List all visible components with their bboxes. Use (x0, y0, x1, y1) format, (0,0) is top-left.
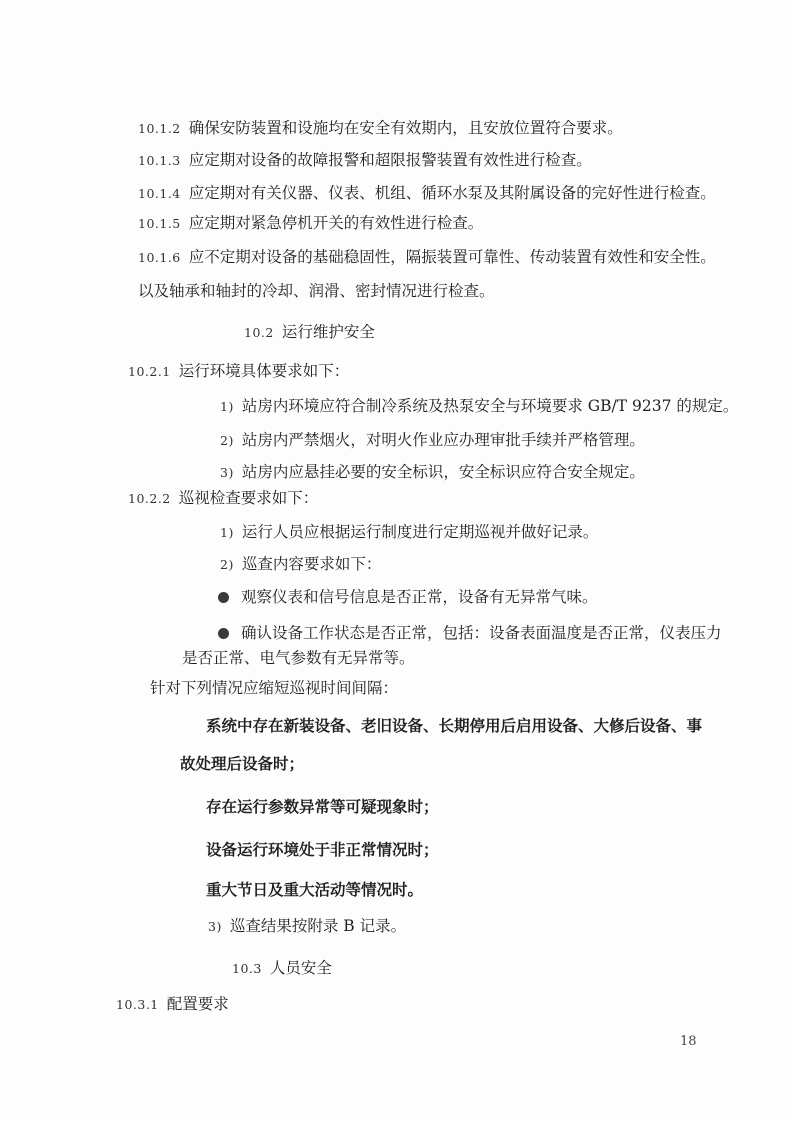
list-item-1 (220, 396, 738, 417)
condition-item (206, 840, 439, 860)
list-item-1 (220, 522, 598, 543)
clause-10-1-2 (138, 118, 623, 139)
clause-text: 应不定期对设备的基础稳固性，隔振装置可靠性、传动装置有效性和安全性。 (188, 248, 716, 266)
item-text: 运行人员应根据运行制度进行定期巡视并做好记录。 (241, 523, 599, 541)
clause-text: 配置要求 (166, 995, 229, 1013)
clause-text: 应定期对有关仪器、仪表、机组、循环水泵及其附属设备的完好性进行检查。 (188, 184, 716, 202)
condition-item (206, 797, 439, 817)
condition-text: 系统中存在新装设备、老旧设备、长期停用后启用设备、大修后设备、事 (206, 717, 703, 735)
section-number: 10.3 (232, 961, 262, 976)
bullet-dot-icon (218, 592, 229, 603)
clause-text: 确保安防装置和设施均在安全有效期内，且安放位置符合要求。 (188, 119, 623, 137)
item-number: 3) (208, 919, 222, 934)
item-number: 2) (220, 433, 234, 448)
clause-number: 10.2.1 (128, 364, 171, 379)
condition-item (206, 716, 702, 736)
list-item-2 (220, 554, 381, 575)
list-item-3 (208, 916, 406, 937)
clause-text: 运行环境具体要求如下： (178, 362, 350, 380)
item-text: 站房内严禁烟火，对明火作业应办理审批手续并严格管理。 (241, 431, 645, 449)
clause-10-2-1 (128, 361, 349, 382)
clause-number: 10.1.5 (138, 216, 181, 231)
item-number: 2) (220, 557, 234, 572)
paragraph (150, 678, 398, 698)
section-10-2-heading (244, 322, 375, 343)
page-number: 18 (680, 1034, 697, 1049)
clause-10-3-1 (116, 994, 229, 1015)
section-number: 10.2 (244, 325, 274, 340)
clause-text: 应定期对紧急停机开关的有效性进行检查。 (188, 214, 484, 232)
clause-text: 以及轴承和轴封的冷却、润滑、密封情况进行检查。 (138, 282, 495, 300)
item-text: 巡查内容要求如下： (241, 555, 382, 573)
paragraph-text: 针对下列情况应缩短巡视时间间隔： (150, 679, 399, 697)
bullet-text: 确认设备工作状态是否正常，包括：设备表面温度是否正常，仪表压力 (241, 624, 722, 642)
bullet-dot-icon (218, 628, 229, 639)
item-text: 站房内环境应符合制冷系统及热泵安全与环境要求 GB/T 9237 的规定。 (241, 397, 739, 415)
clause-10-1-5 (138, 213, 483, 234)
condition-text: 存在运行参数异常等可疑现象时； (206, 798, 439, 816)
clause-number: 10.1.6 (138, 250, 181, 265)
bullet-item (218, 587, 598, 607)
bullet-item (218, 623, 722, 643)
clause-10-1-6 (138, 247, 716, 268)
clause-10-1-3 (138, 150, 592, 171)
item-number: 1) (220, 399, 234, 414)
clause-number: 10.3.1 (116, 997, 159, 1012)
condition-text: 重大节日及重大活动等情况时。 (206, 881, 424, 899)
condition-text: 设备运行环境处于非正常情况时； (206, 841, 439, 859)
clause-text: 应定期对设备的故障报警和超限报警装置有效性进行检查。 (188, 151, 592, 169)
clause-10-1-4 (138, 183, 716, 204)
item-number: 3) (220, 465, 234, 480)
item-text: 巡查结果按附录 B 记录。 (229, 917, 407, 935)
clause-10-1-6-continued (138, 281, 495, 301)
clause-number: 10.1.2 (138, 121, 181, 136)
item-number: 1) (220, 525, 234, 540)
section-title: 运行维护安全 (281, 323, 375, 341)
clause-number: 10.1.4 (138, 186, 181, 201)
bullet-item-continued (182, 648, 415, 668)
clause-text: 巡视检查要求如下： (178, 489, 319, 507)
clause-number: 10.1.3 (138, 153, 181, 168)
clause-number: 10.2.2 (128, 491, 171, 506)
condition-item (206, 880, 423, 900)
section-title: 人员安全 (269, 959, 332, 977)
bullet-text: 观察仪表和信号信息是否正常，设备有无异常气味。 (241, 588, 598, 606)
condition-text: 故处理后设备时； (180, 755, 305, 773)
condition-item-continued (180, 754, 304, 774)
list-item-2 (220, 430, 645, 451)
item-text: 站房内应悬挂必要的安全标识，安全标识应符合安全规定。 (241, 463, 645, 481)
list-item-3 (220, 462, 645, 483)
section-10-3-heading (232, 958, 332, 979)
bullet-text: 是否正常、电气参数有无异常等。 (182, 649, 415, 667)
clause-10-2-2 (128, 488, 318, 509)
